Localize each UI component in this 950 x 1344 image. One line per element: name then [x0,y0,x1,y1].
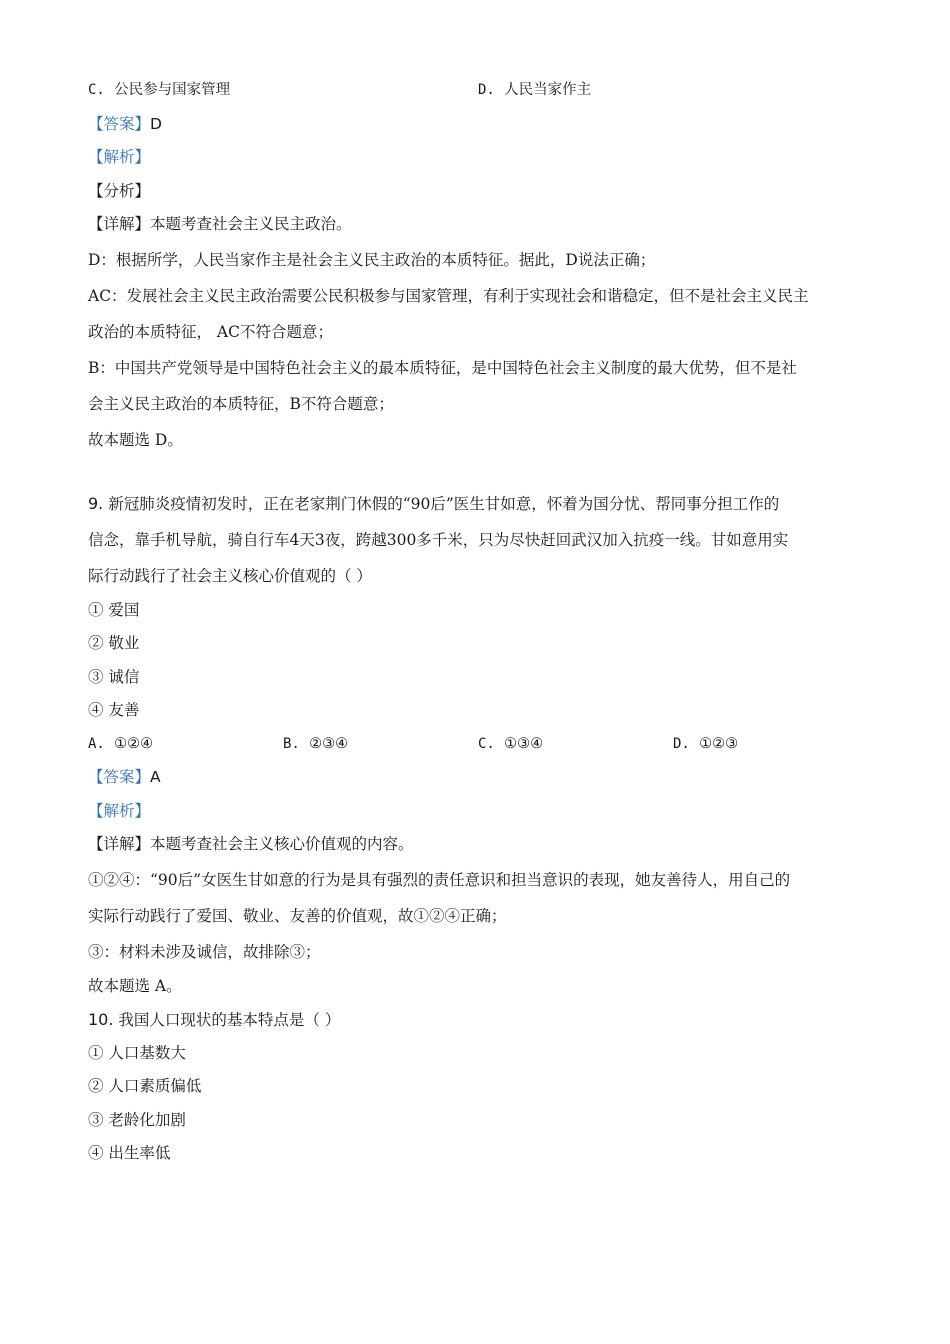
q9-option-c [478,728,673,762]
q9-explanation-line: ③：材料未涉及诚信，故排除③； [88,942,321,961]
document-page [88,76,868,1171]
q8-explanation-line: AC：发展社会主义民主政治需要公民积极参与国家管理，有利于实现社会和谐稳定，但不是社会主义民主 [88,286,809,305]
q8-jiexi-tag: 【解析】 [88,148,151,166]
q9-conclusion: 故本题选 A。 [88,976,182,995]
option-letter: D. [673,735,690,752]
q9-explanation-line: 实际行动践行了爱国、敬业、友善的价值观，故①②④正确； [88,906,507,925]
option-letter: D. [478,82,495,98]
answer-value: D [150,114,162,133]
option-letter: B. [283,735,300,752]
option-letter: A. [88,735,105,752]
q9-option-b [283,728,478,762]
q9-item: ④ 友善 [88,701,140,719]
q9-options-row [88,728,868,762]
q8-explanation-line: D：根据所学，人民当家作主是社会主义民主政治的本质特征。据此，D说法正确； [88,250,656,269]
q8-answer [88,108,868,142]
option-text: ②③④ [309,735,349,752]
spacer [88,458,868,486]
question-stem: 新冠肺炎疫情初发时，正在老家荆门休假的“90后”医生甘如意，怀着为国分忧、帮同事分担工作的 [108,494,780,513]
q10-stem-line [88,1003,868,1037]
detail-tag: 【详解】 [88,835,151,853]
option-text: ①②③ [699,735,739,752]
option-letter: C. [478,735,495,752]
detail-tag: 【详解】 [88,215,151,233]
option-text: ①③④ [504,735,544,752]
q8-conclusion: 故本题选 D。 [88,430,183,449]
q8-detail [88,208,868,242]
q8-option-c [88,74,478,108]
q9-stem-line: 际行动践行了社会主义核心价值观的（ ） [88,566,372,585]
q9-explanation-line: ①②④：“90后”女医生甘如意的行为是具有强烈的责任意识和担当意识的表现，她友善待人，用自己的 [88,870,791,889]
option-text: ①②④ [114,735,154,752]
option-text: 人民当家作主 [504,82,592,98]
q9-item: ② 敬业 [88,634,140,652]
answer-tag: 【答案】 [88,114,151,133]
question-number: 10. [88,1010,114,1029]
detail-intro: 本题考查社会主义核心价值观的内容。 [150,835,414,853]
q9-jiexi-tag: 【解析】 [88,801,151,820]
q8-explanation-line: B：中国共产党领导是中国特色社会主义的最本质特征，是中国特色社会主义制度的最大优势，但不是社 [88,358,797,377]
answer-tag: 【答案】 [88,768,151,786]
q8-fenxi-tag: 【分析】 [88,181,151,200]
q9-item: ③ 诚信 [88,667,140,686]
question-stem: 我国人口现状的基本特点是（ ） [118,1011,341,1029]
question-number: 9. [88,493,104,513]
q9-answer [88,761,868,795]
q9-item: ① 爱国 [88,600,140,619]
q10-item: ① 人口基数大 [88,1043,186,1062]
q10-item: ④ 出生率低 [88,1144,171,1162]
q9-stem-line [88,486,868,522]
q10-item: ③ 老龄化加剧 [88,1110,186,1129]
option-text: 公民参与国家管理 [114,82,231,98]
q9-option-a [88,728,283,762]
answer-value: A [150,768,161,786]
option-letter: C. [88,82,105,98]
q10-item: ② 人口素质偏低 [88,1077,202,1095]
detail-intro: 本题考查社会主义民主政治。 [150,215,352,233]
q9-option-d [673,728,868,762]
q9-stem-line: 信念，靠手机导航，骑自行车4天3夜，跨越300多千米，只为尽快赶回武汉加入抗疫一线。甘如意用实 [88,530,789,549]
q8-option-d [478,74,868,108]
q8-explanation-line: 会主义民主政治的本质特征，B不符合题意； [88,394,394,413]
q8-explanation-line: 政治的本质特征， AC不符合题意； [88,322,333,341]
q9-detail [88,828,868,862]
q8-options-row [88,74,868,108]
